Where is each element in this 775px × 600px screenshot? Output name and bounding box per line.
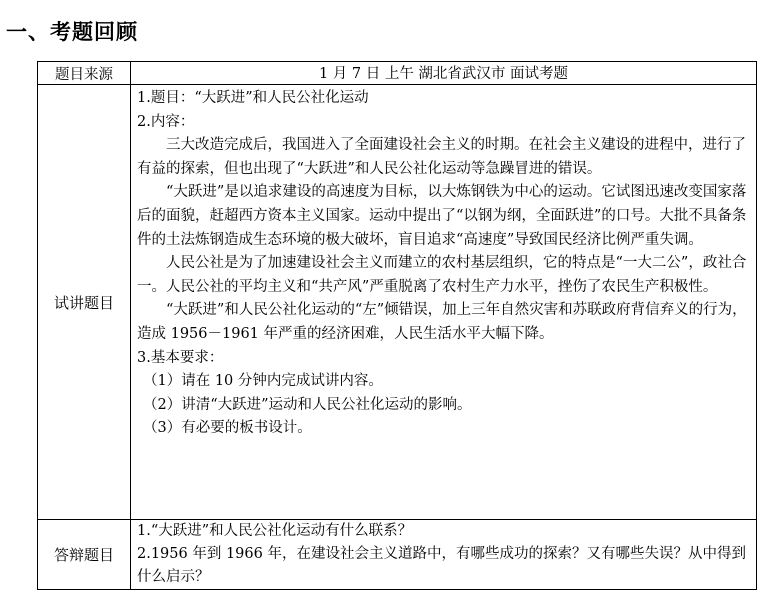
defense-question-1: 1.“大跃进”和人民公社化运动有什么联系？ [137,523,413,539]
requirements-heading: 3.基本要求： [137,349,224,366]
requirement-item: （1）请在 10 分钟内完成试讲内容。 [143,373,383,390]
defense-body [131,520,757,590]
requirement-item: （3）有必要的板书设计。 [143,420,312,437]
lecture-label: 试讲题目 [38,85,131,520]
lecture-body [131,85,757,520]
defense-question-2: 2.1956 年到 1966 年，在建设社会主义道路中，有哪些成功的探索？又有哪些失误？从中得到什么启示？ [137,546,746,585]
defense-label: 答辩题目 [38,520,131,590]
content-heading: 2.内容： [137,113,195,130]
content-paragraph-1: 三大改造完成后，我国进入了全面建设社会主义的时期。在社会主义建设的进程中，进行了有益的探索，但也出现了“大跃进”和人民公社化运动等急躁冒进的错误。 [137,137,746,177]
source-value: 1 月 7 日 上午 湖北省武汉市 面试考题 [131,62,757,85]
section-title: 一、考题回顾 [6,20,138,44]
lecture-row [38,85,757,520]
exam-table [37,61,757,590]
header-row [38,62,757,85]
lecture-topic: 1.题目：“大跃进”和人民公社化运动 [137,90,369,106]
content-paragraph-3: 人民公社是为了加速建设社会主义而建立的农村基层组织，它的特点是“一大二公”，政社合一。人民公社的平均主义和“共产风”严重脱离了农村生产力水平，挫伤了农民生产积极性。 [137,255,747,295]
content-paragraph-4: “大跃进”和人民公社化运动的“左”倾错误，加上三年自然灾害和苏联政府背信弃义的行为，造成 1956－1961 年严重的经济困难，人民生活水平大幅下降。 [137,302,747,342]
defense-row [38,520,757,590]
content-paragraph-2: “大跃进”是以追求建设的高速度为目标，以大炼钢铁为中心的运动。它试图迅速改变国家落后的面貌，赶超西方资本主义国家。运动中提出了“以钢为纲，全面跃进”的口号。大批不具备条件的土法炼钢造成生态环境的极大破坏，盲目追求“高速度”导致国民经济比例严重失调。 [137,184,747,248]
source-label: 题目来源 [38,62,131,85]
requirement-item: （2）讲清“大跃进”运动和人民公社化运动的影响。 [143,396,472,413]
